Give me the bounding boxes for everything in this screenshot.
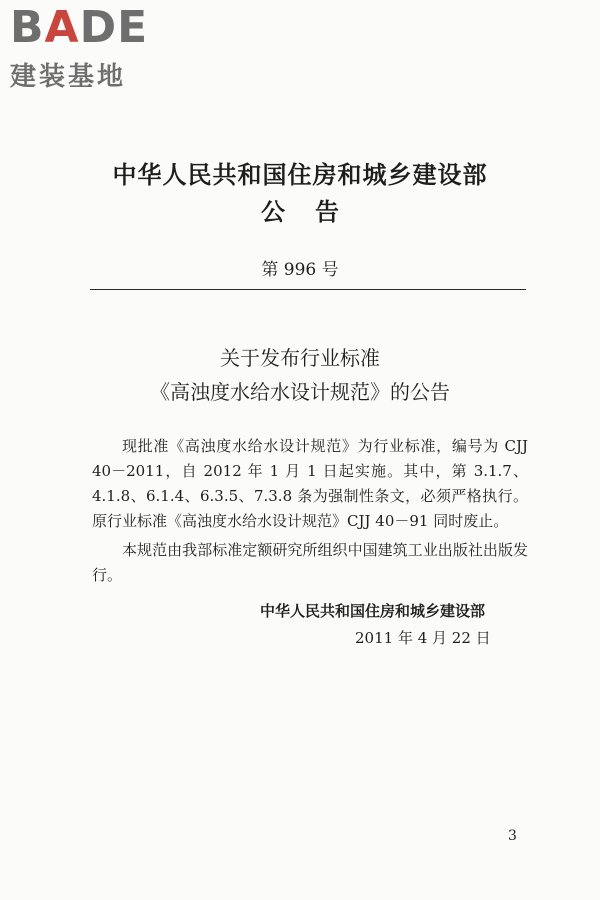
header-divider	[90, 289, 526, 290]
brand-logo	[10, 2, 175, 92]
logo-subtitle: 建装基地	[10, 62, 127, 92]
signature-organization: 中华人民共和国住房和城乡建设部	[260, 602, 486, 620]
issuing-agency: 中华人民共和国住房和城乡建设部	[112, 161, 488, 189]
logo-letter-a: A	[44, 2, 80, 53]
logo-letter-b: B	[10, 2, 45, 53]
body-paragraph-2: 本规范由我部标准定额研究所组织中国建筑工业出版社出版发行。	[92, 541, 528, 584]
logo-letters-de: DE	[79, 2, 149, 53]
announcement-number: 第 996 号	[261, 260, 339, 280]
document-title-line-2: 《高浊度水给水设计规范》的公告	[150, 380, 450, 404]
body-paragraph-1: 现批准《高浊度水给水设计规范》为行业标准，编号为 CJJ 40－2011，自 2012 年 1 月 1 日起实施。其中，第 3.1.7、4.1.8、6.1.4、6.3.5、7.3.8 条为强制性条文，必须严格执行。原行业标准《高浊度水给水设计规范》CJJ 40－91 同时废止。	[92, 437, 528, 530]
document-title-line-1: 关于发布行业标准	[220, 346, 380, 370]
page-number: 3	[508, 828, 517, 844]
signature-date: 2011 年 4 月 22 日	[355, 629, 491, 647]
logo-wordmark	[10, 2, 175, 53]
announcement-heading: 公告	[261, 198, 369, 226]
